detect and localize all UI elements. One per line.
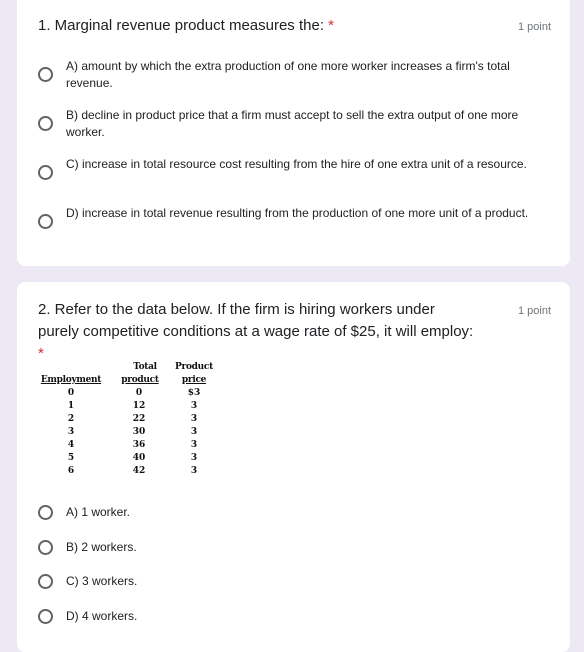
cell-employment: 0	[67, 388, 75, 398]
question-text: 1. Marginal revenue product measures the:	[38, 17, 324, 34]
cell-employment: 2	[67, 414, 75, 424]
cell-price: 3	[190, 440, 198, 450]
points-label: 1 point	[517, 21, 551, 33]
option-label: D) 4 workers.	[66, 609, 138, 623]
question-text: 2. Refer to the data below. If the firm is hiring workers under purely competitive conditions at a wage rate of $25, it will employ:	[38, 301, 474, 340]
cell-price: 3	[190, 453, 198, 463]
question-title	[38, 299, 478, 365]
option-label: C) increase in total resource cost resulting from the hire of one extra unit of a resource.	[66, 157, 527, 171]
cell-total-product: 36	[132, 440, 146, 450]
cell-price: 3	[190, 414, 198, 424]
question-card-2	[17, 282, 570, 652]
cell-total-product: 40	[132, 453, 146, 463]
cell-total-product: 22	[132, 414, 146, 424]
option-label: B) decline in product price that a firm must accept to sell the extra output of one more worker.	[66, 108, 519, 139]
radio-button[interactable]	[38, 67, 53, 82]
header-price-line1: Product	[175, 362, 213, 372]
cell-total-product: 30	[132, 427, 146, 437]
cell-employment: 3	[67, 427, 75, 437]
cell-employment: 5	[67, 453, 75, 463]
cell-price: 3	[190, 401, 198, 411]
cell-price: $3	[187, 388, 201, 398]
question-title	[38, 15, 478, 37]
option-label: A) 1 worker.	[66, 505, 131, 519]
radio-button[interactable]	[38, 505, 53, 520]
radio-button[interactable]	[38, 165, 53, 180]
option-label: A) amount by which the extra production of one more worker increases a firm's total revenue.	[66, 59, 510, 90]
header-price-line2: price	[181, 375, 207, 385]
header-total-line1: Total	[133, 362, 157, 372]
cell-price: 3	[190, 427, 198, 437]
option-label: D) increase in total revenue resulting from the production of one more unit of a product.	[66, 206, 529, 220]
header-employment: Employment	[40, 375, 102, 385]
radio-button[interactable]	[38, 540, 53, 555]
points-label: 1 point	[517, 305, 551, 317]
cell-total-product: 42	[132, 466, 146, 476]
cell-employment: 1	[67, 401, 75, 411]
question-card-1	[17, 0, 570, 266]
radio-button[interactable]	[38, 116, 53, 131]
required-asterisk: *	[38, 345, 44, 362]
cell-total-product: 12	[132, 401, 146, 411]
radio-button[interactable]	[38, 574, 53, 589]
radio-button[interactable]	[38, 609, 53, 624]
cell-employment: 4	[67, 440, 75, 450]
cell-total-product: 0	[135, 388, 143, 398]
cell-employment: 6	[67, 466, 75, 476]
radio-button[interactable]	[38, 214, 53, 229]
option-label: B) 2 workers.	[66, 540, 137, 554]
header-total-line2: product	[121, 375, 159, 385]
option-label: C) 3 workers.	[66, 574, 138, 588]
cell-price: 3	[190, 466, 198, 476]
required-asterisk: *	[328, 17, 335, 34]
